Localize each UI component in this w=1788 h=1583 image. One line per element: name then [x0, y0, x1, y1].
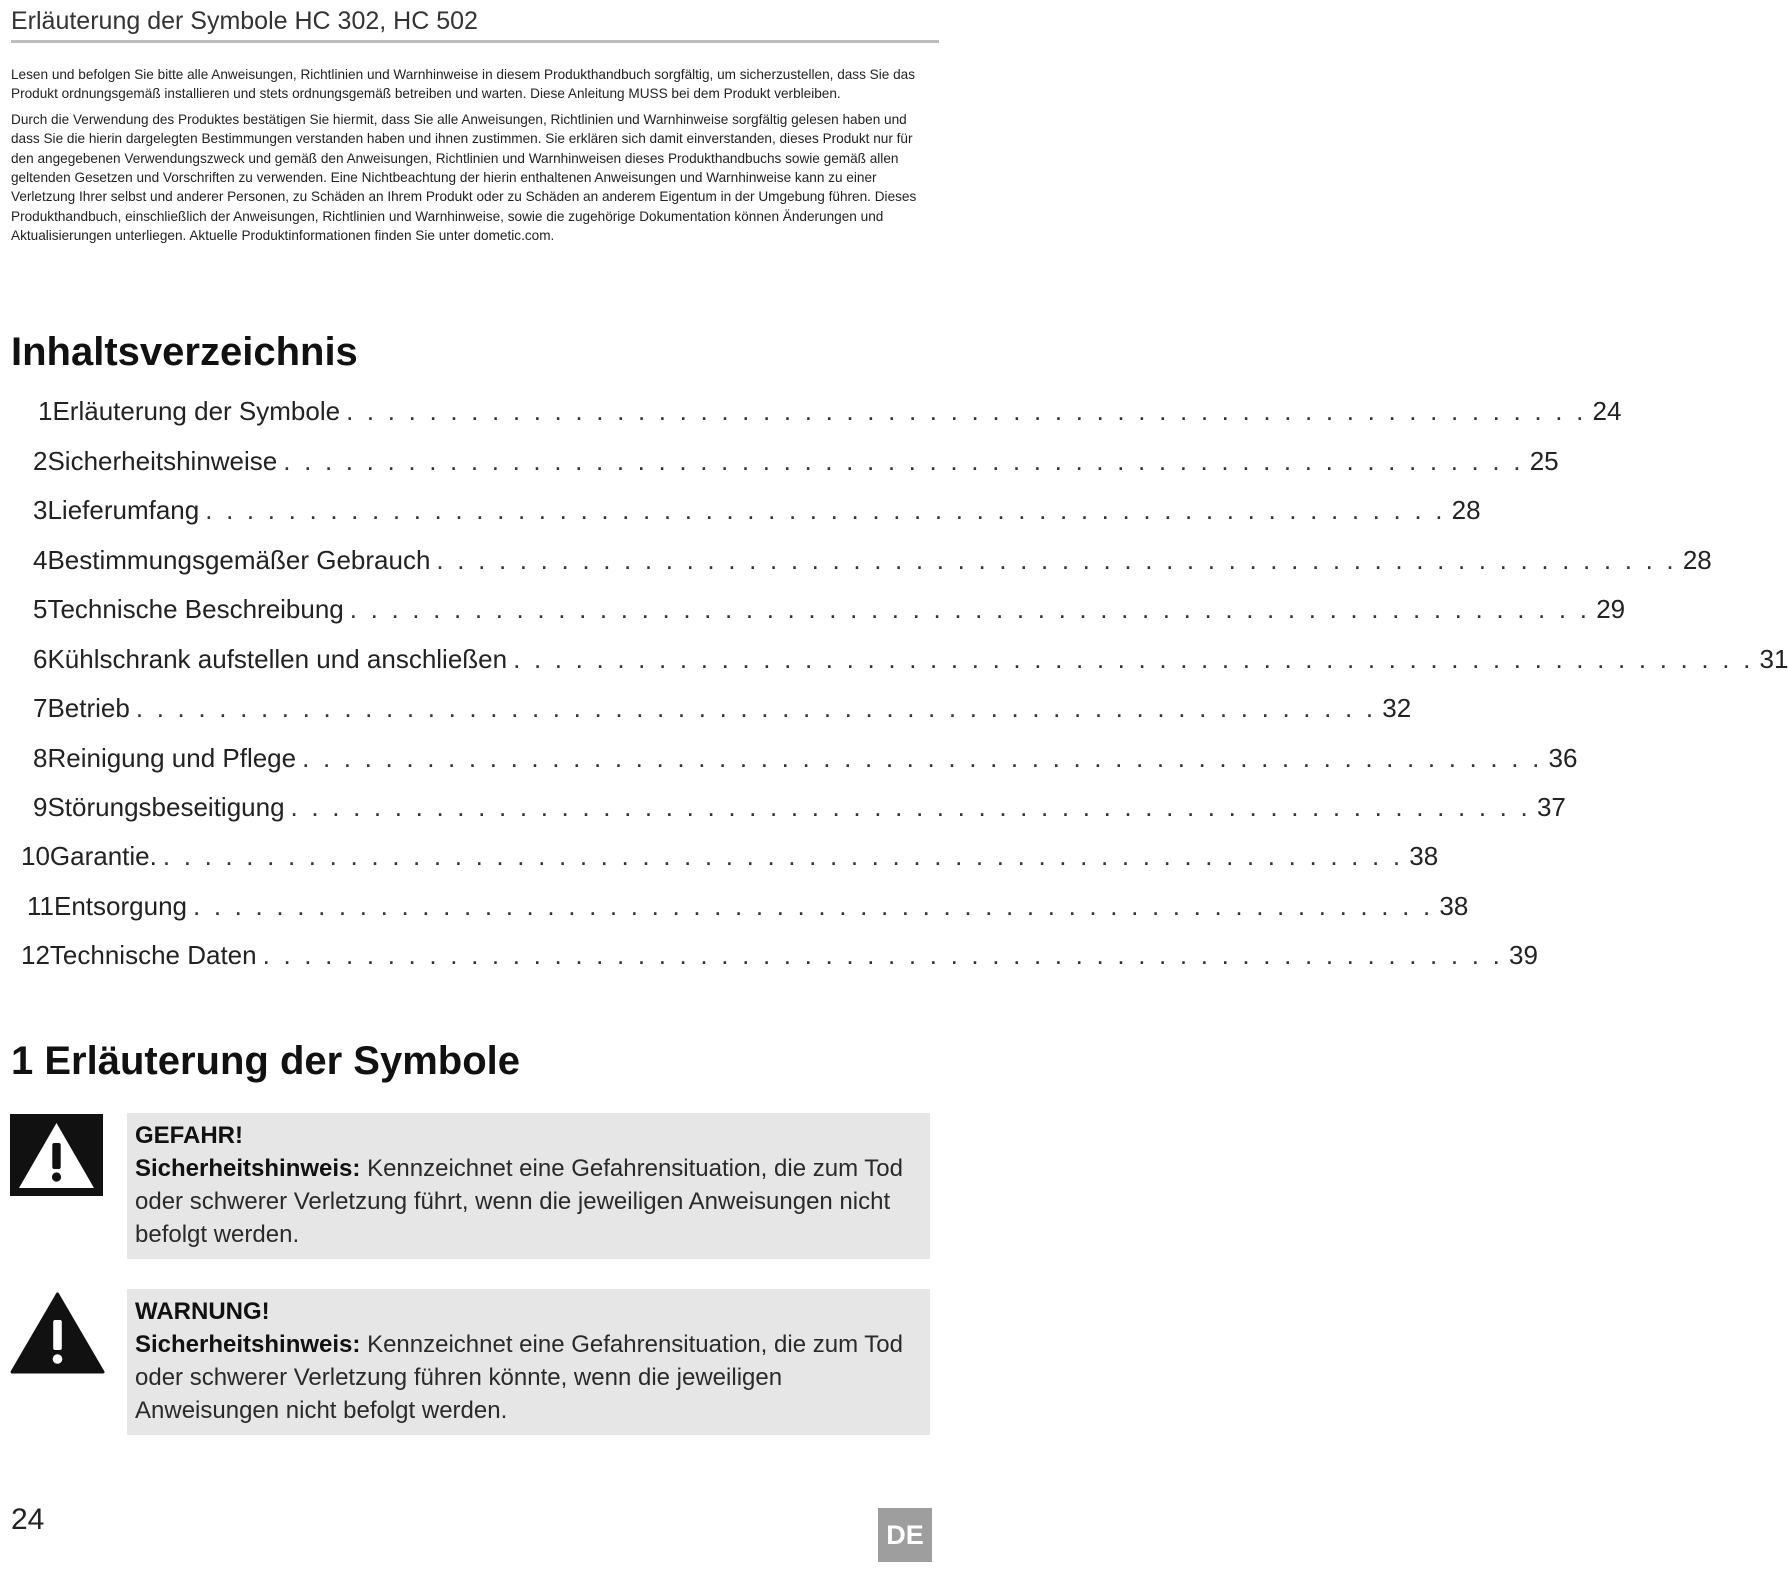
danger-warning-square-icon [10, 1114, 103, 1201]
toc-entry-page: 25 [1529, 446, 1559, 476]
toc-entry-number: 5 [33, 594, 48, 624]
toc-leader-dots: . . . . . . . . . . . . . . . . . . . . . . . . . . . . . . . . . . . . . . . . . . . . . . . . . . . . . . . . . . . . [205, 495, 1446, 525]
toc-entry-page: 32 [1382, 693, 1412, 723]
toc-leader-dots: . . . . . . . . . . . . . . . . . . . . . . . . . . . . . . . . . . . . . . . . . . . . . . . . . . . . . . . . . . . . [513, 644, 1754, 674]
toc-leader-dots: . . . . . . . . . . . . . . . . . . . . . . . . . . . . . . . . . . . . . . . . . . . . . . . . . . . . . . . . . . . . [283, 446, 1524, 476]
toc-entry[interactable] [33, 639, 1788, 679]
toc-entry-label: Technische Beschreibung [47, 594, 344, 624]
toc-entry-number: 11 [27, 891, 54, 921]
toc-entry-label: Betrieb [47, 693, 130, 723]
toc-entry-number: 4 [33, 545, 48, 575]
toc-entry[interactable] [33, 540, 1712, 580]
intro-text [11, 65, 936, 252]
toc-entry[interactable] [21, 836, 1439, 876]
notice-signal-word: WARNUNG! [135, 1298, 270, 1325]
toc-leader-dots: . . . . . . . . . . . . . . . . . . . . . . . . . . . . . . . . . . . . . . . . . . . . . . . . . . . . . . . . . . . . [162, 841, 1404, 871]
toc-entry[interactable] [33, 589, 1626, 629]
toc-entry-label: Technische Daten [49, 940, 257, 970]
notice-warning-box [127, 1289, 930, 1435]
toc-entry-page: 24 [1592, 396, 1622, 426]
notice-text: Kennzeichnet eine Gefahrensituation, die zum Tod oder schwerer Verletzung führen könnte, wenn die jeweiligen Anweisungen nicht befolgt werden. [135, 1331, 903, 1424]
toc-leader-dots: . . . . . . . . . . . . . . . . . . . . . . . . . . . . . . . . . . . . . . . . . . . . . . . . . . . . . . . . . . . . [192, 891, 1434, 921]
toc-entry-number: 8 [33, 743, 48, 773]
toc-leader-dots: . . . . . . . . . . . . . . . . . . . . . . . . . . . . . . . . . . . . . . . . . . . . . . . . . . . . . . . . . . . . [346, 396, 1587, 426]
toc-entry-label: Bestimmungsgemäßer Gebrauch [47, 545, 431, 575]
notice-danger [0, 1113, 950, 1263]
toc-entry-label: Störungsbeseitigung [47, 792, 285, 822]
toc-entry-page: 29 [1596, 594, 1626, 624]
toc-entry[interactable] [33, 688, 1412, 728]
intro-paragraph-2: Durch die Verwendung des Produktes bestätigen Sie hiermit, dass Sie alle Anweisungen, Richtlinien und Warnhinweise sorgfältig gelesen haben und dass Sie die hierin dargelegten Bestimmungen verstanden haben und ihnen zustimmen. Sie erklären sich damit einverstanden, dieses Produkt nur für den angegebenen Verwendungszweck und gemäß den Anweisungen, Richtlinien und Warnhinweisen dieses Produkthandbuchs sowie gemäß allen geltenden Gesetzen und Vorschriften zu verwenden. Eine Nichtbeachtung der hierin enthaltenen Anweisungen und Warnhinweise kann zu einer Verletzung Ihrer selbst und anderer Personen, zu Schäden an Ihrem Produkt oder zu Schäden an anderem Eigentum in der Umgebung führen. Dieses Produkthandbuch, einschließlich der Anweisungen, Richtlinien und Warnhinweise, sowie die zugehörige Dokumentation können Änderungen und Aktualisierungen unterliegen. Aktuelle Produktinformationen finden Sie unter dometic.com. [11, 111, 917, 244]
toc-entry-number: 7 [33, 693, 48, 723]
running-header: Erläuterung der Symbole HC 302, HC 502 [11, 6, 939, 43]
toc-entry-page: 37 [1536, 792, 1566, 822]
notice-warning [0, 1289, 950, 1439]
toc-entry-label: Sicherheitshinweise [47, 446, 278, 476]
toc-leader-dots: . . . . . . . . . . . . . . . . . . . . . . . . . . . . . . . . . . . . . . . . . . . . . . . . . . . . . . . . . . . . [436, 545, 1677, 575]
toc-entry-label: Garantie. [49, 841, 157, 871]
toc-entry-number: 12 [21, 940, 50, 970]
section-title: 1 Erläuterung der Symbole [11, 1039, 521, 1083]
toc-entry-label: Reinigung und Pflege [47, 743, 297, 773]
toc-entry[interactable] [33, 738, 1578, 778]
toc-leader-dots: . . . . . . . . . . . . . . . . . . . . . . . . . . . . . . . . . . . . . . . . . . . . . . . . . . . . . . . . . . . . [135, 693, 1377, 723]
toc-leader-dots: . . . . . . . . . . . . . . . . . . . . . . . . . . . . . . . . . . . . . . . . . . . . . . . . . . . . . . . . . . . . [262, 940, 1504, 970]
toc-entry[interactable] [21, 935, 1538, 975]
toc-entry-label: Lieferumfang [47, 495, 200, 525]
warning-triangle-icon [10, 1292, 105, 1379]
toc-entry-number: 1 [38, 396, 53, 426]
toc-entry-number: 9 [33, 792, 48, 822]
toc-entry[interactable] [33, 787, 1566, 827]
toc-entry-page: 36 [1548, 743, 1578, 773]
toc-entry-page: 38 [1409, 841, 1439, 871]
toc-entry-page: 38 [1439, 891, 1469, 921]
language-badge: DE [878, 1508, 932, 1562]
intro-paragraph-1: Lesen und befolgen Sie bitte alle Anweisungen, Richtlinien und Warnhinweise in diesem Produkthandbuch sorgfältig, um sicherzustellen, dass Sie das Produkt ordnungsgemäß installieren und stets ordnungsgemäß betreiben und warten. Diese Anleitung MUSS bei dem Produkt verbleiben. [11, 67, 916, 102]
toc-entry-page: 39 [1509, 940, 1538, 970]
notice-signal-word: GEFAHR! [135, 1122, 243, 1149]
toc-entry-page: 28 [1682, 545, 1712, 575]
toc-leader-dots: . . . . . . . . . . . . . . . . . . . . . . . . . . . . . . . . . . . . . . . . . . . . . . . . . . . . . . . . . . . . [349, 594, 1591, 624]
toc-entry-page: 28 [1451, 495, 1481, 525]
toc-entry-label: Erläuterung der Symbole [52, 396, 341, 426]
toc-leader-dots: . . . . . . . . . . . . . . . . . . . . . . . . . . . . . . . . . . . . . . . . . . . . . . . . . . . . . . . . . . . . [290, 792, 1531, 822]
toc-entry-number: 3 [33, 495, 48, 525]
notice-danger-box [127, 1113, 930, 1259]
toc-entry-number: 2 [33, 446, 48, 476]
toc-entry-number: 6 [33, 644, 48, 674]
notice-lead: Sicherheitshinweis: [135, 1331, 361, 1358]
toc-leader-dots: . . . . . . . . . . . . . . . . . . . . . . . . . . . . . . . . . . . . . . . . . . . . . . . . . . . . . . . . . . . . [302, 743, 1543, 773]
toc-entry[interactable] [38, 391, 1622, 431]
notice-text: Kennzeichnet eine Gefahrensituation, die zum Tod oder schwerer Verletzung führt, wenn die jeweiligen Anweisungen nicht befolgt werden. [135, 1155, 903, 1248]
toc-entry[interactable] [27, 886, 1469, 926]
notice-lead: Sicherheitshinweis: [135, 1155, 361, 1182]
toc-title: Inhaltsverzeichnis [11, 330, 358, 374]
toc-entry-number: 10 [21, 841, 50, 871]
toc-entry[interactable] [33, 490, 1481, 530]
toc-entry-label: Kühlschrank aufstellen und anschließen [47, 644, 508, 674]
toc-entry-page: 31 [1759, 644, 1788, 674]
page-number: 24 [11, 1503, 45, 1536]
toc-entry-label: Entsorgung [54, 891, 187, 921]
toc-entry[interactable] [33, 441, 1559, 481]
